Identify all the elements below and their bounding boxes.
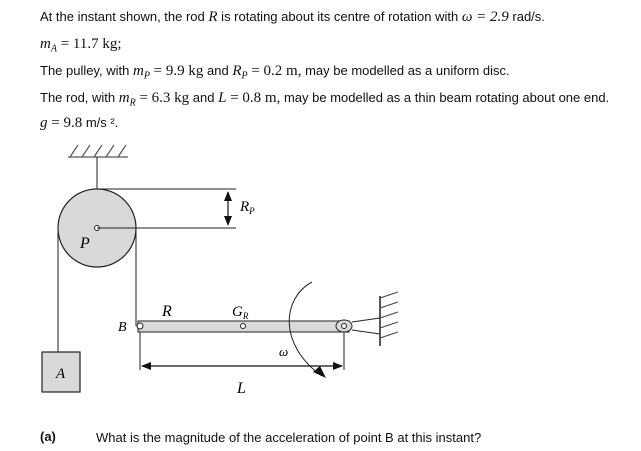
gravity-symbol: g [40, 115, 48, 131]
rod-mass-value: = 6.3 kg [135, 90, 190, 106]
pulley-text: and [203, 63, 233, 78]
question-text: What is the magnitude of the acceleration of point B at this instant? [96, 430, 482, 445]
omega-label: ω [279, 344, 289, 359]
point-b-label: B [118, 320, 127, 335]
pulley-radius-value: = 0.2 m, [247, 63, 302, 79]
radius-subscript: P [241, 70, 248, 82]
intro-text: At the instant shown, the rod [40, 9, 209, 24]
rod-symbol: R [208, 9, 218, 25]
block-a-label: A [56, 366, 66, 382]
pivot-support [336, 292, 398, 346]
pulley-text: may be modelled as a uniform disc. [301, 63, 510, 78]
pulley-label: P [80, 235, 90, 252]
mass-a-value: = 11.7 kg; [56, 36, 122, 52]
rod-text: The rod, with [40, 90, 119, 105]
gravity-unit: m/s ². [82, 115, 119, 130]
mass-symbol: m [132, 63, 144, 79]
omega-unit: rad/s. [508, 9, 545, 24]
radius-symbol: R [232, 63, 242, 79]
centre-of-mass-label: $G_R$ [232, 304, 249, 321]
rod-label: R [162, 303, 172, 320]
rotation-arrowhead [313, 366, 326, 378]
pulley-radius-label: $R_P$ [240, 199, 255, 216]
length-symbol: L [218, 90, 227, 106]
mass-subscript: R [129, 97, 136, 109]
mass-subscript: P [143, 70, 150, 82]
rod-text: and [189, 90, 219, 105]
length-label: L [237, 380, 246, 397]
mass-subscript: A [50, 43, 57, 55]
rod-length-value: = 0.8 m, [226, 90, 281, 106]
question-part: (a) [40, 429, 56, 444]
rod-text: may be modelled as a thin beam rotating about one end. [280, 90, 610, 105]
rod-centre-of-mass [241, 324, 246, 329]
pulley-text: The pulley, with [40, 63, 133, 78]
point-b-pin [137, 323, 143, 329]
gravity-value: = 9.8 [47, 115, 83, 131]
pulley-mass-value: = 9.9 kg [149, 63, 204, 79]
mass-symbol: m [40, 36, 51, 52]
intro-text: is rotating about its centre of rotation with [217, 9, 462, 24]
omega-value: ω = 2.9 [461, 9, 509, 25]
ceiling-support [68, 145, 128, 157]
mass-symbol: m [118, 90, 130, 106]
